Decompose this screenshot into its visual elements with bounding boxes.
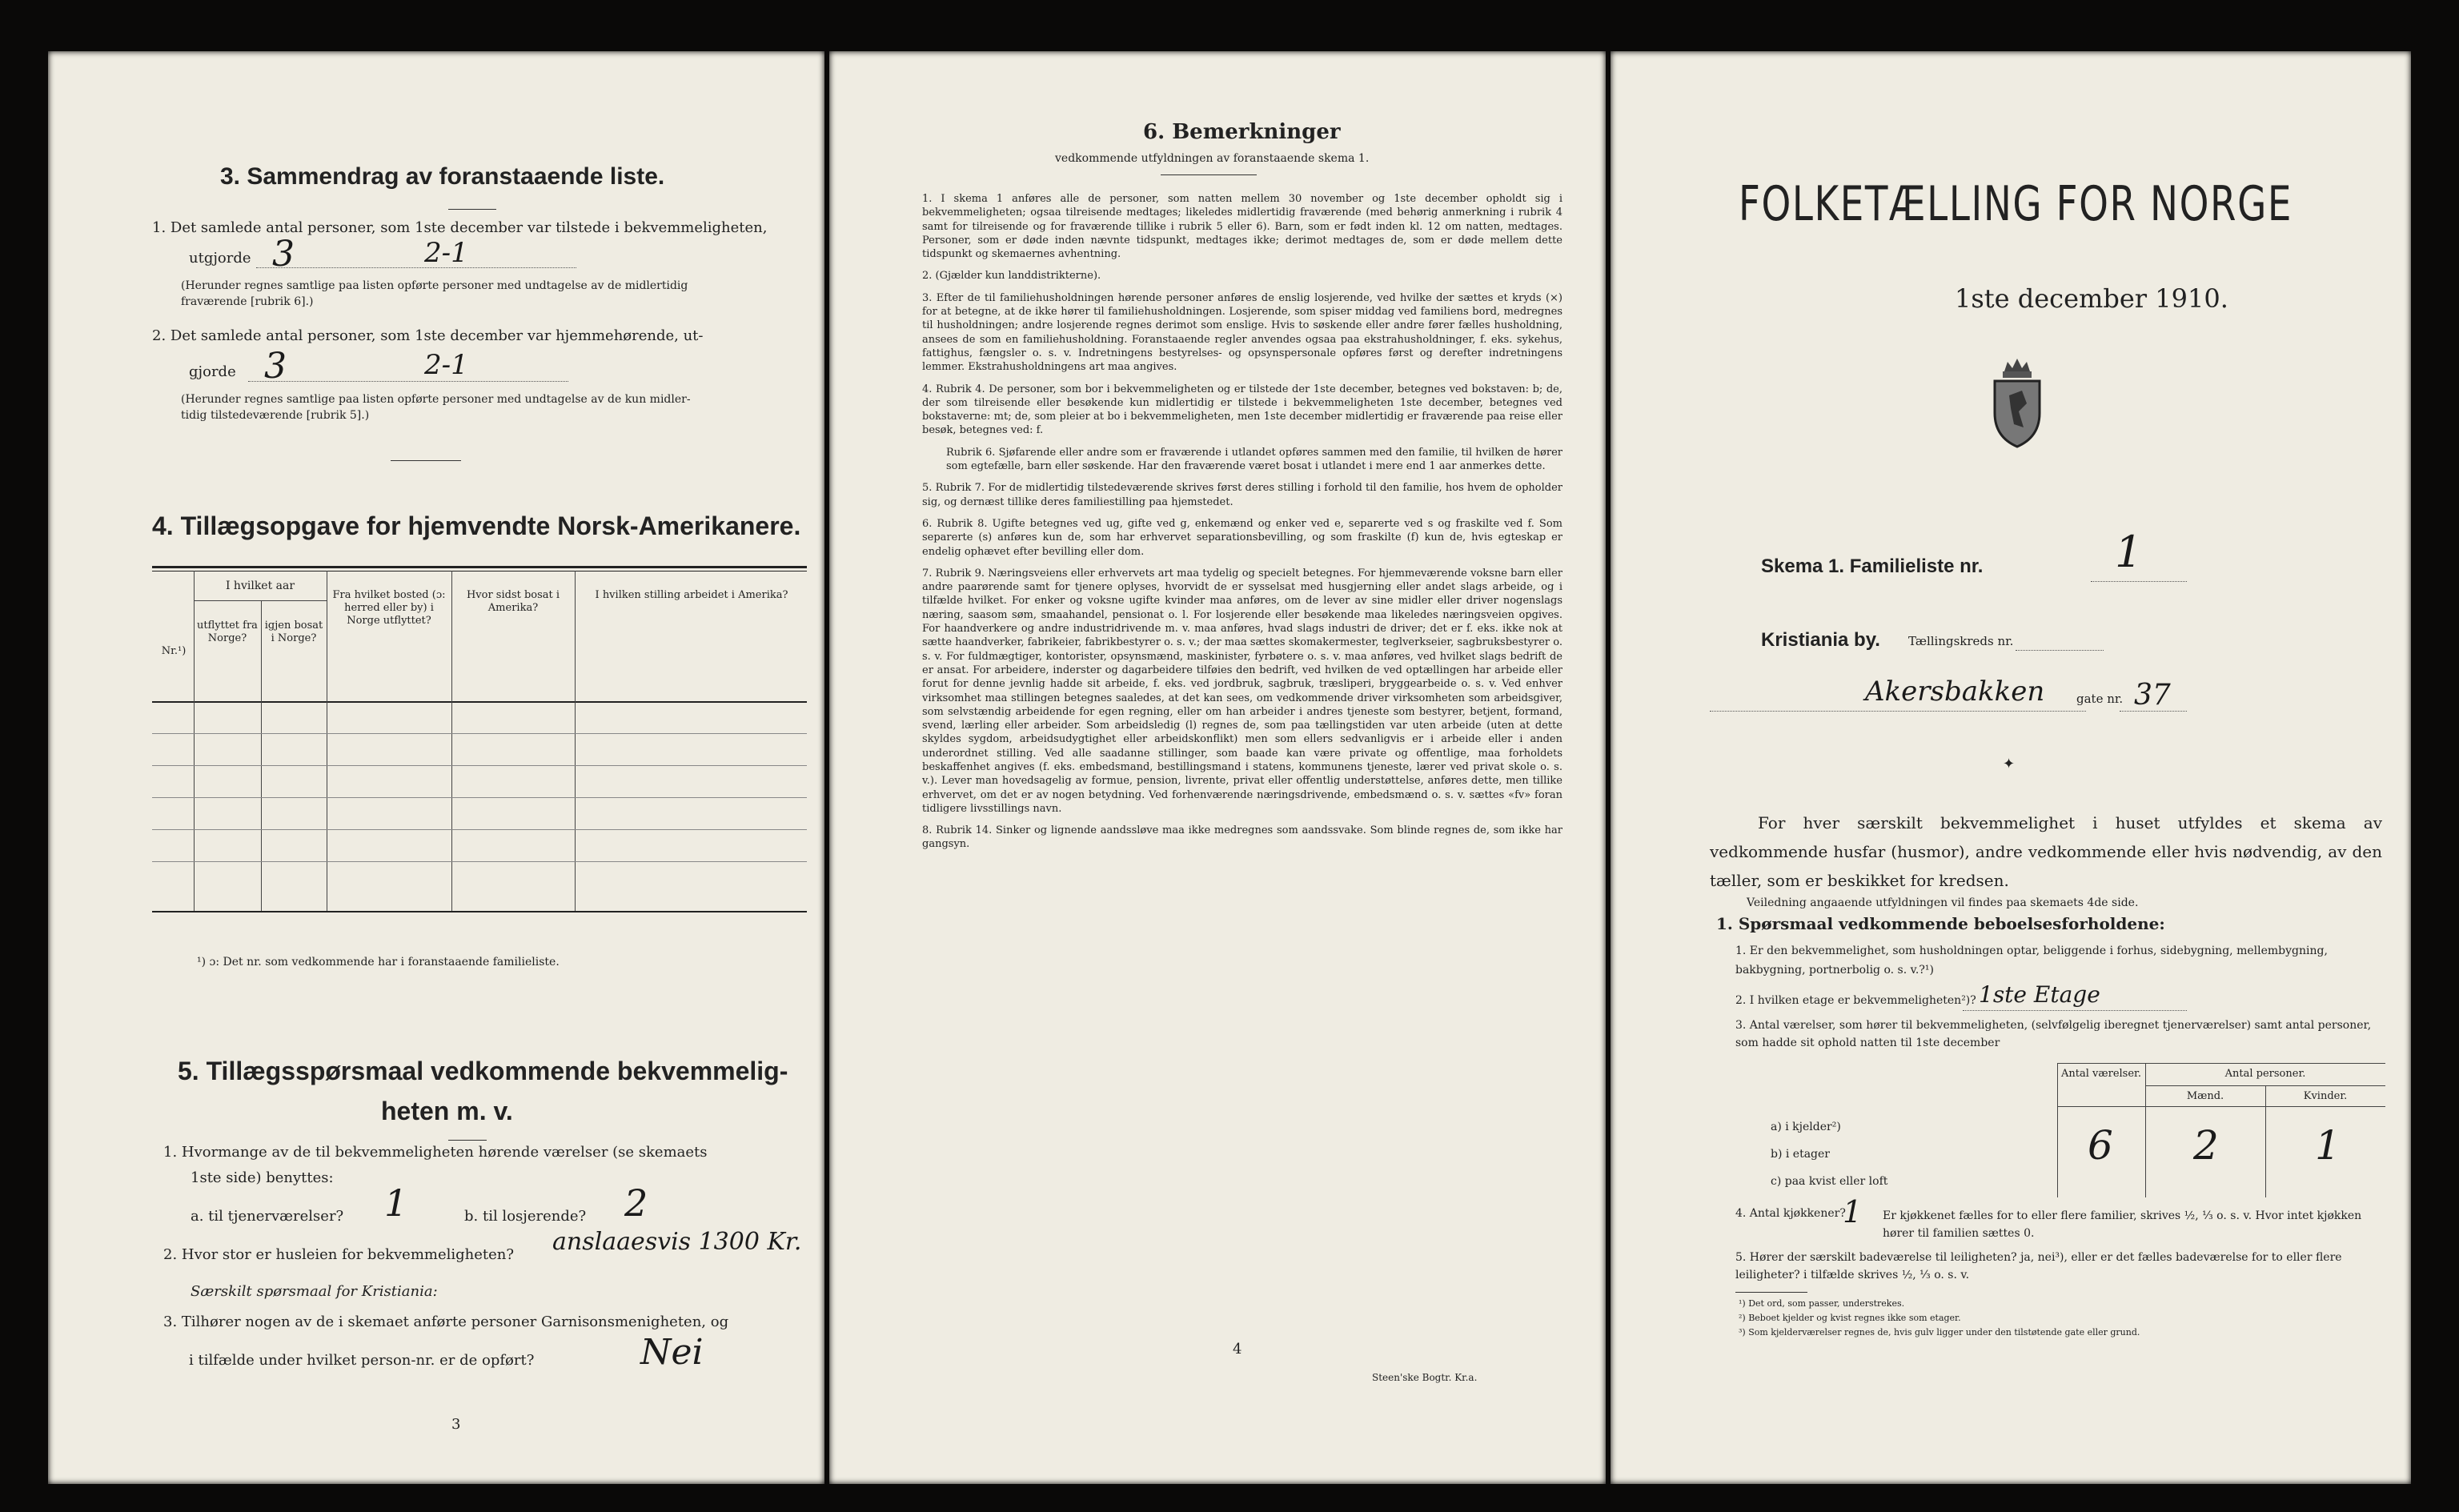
val-women: 1 [2315, 1122, 2341, 1169]
printer-mark: Steen'ske Bogtr. Kr.a. [1372, 1372, 1478, 1383]
schema-value: 1 [2115, 527, 2143, 577]
s5-q3-b: i tilfælde under hvilket person-nr. er de opført? [189, 1352, 535, 1369]
schema-label: Skema 1. Familieliste nr. [1761, 555, 1984, 577]
q5: 5. Hører der særskilt badeværelse til leiligheten? ja, nei³), eller er det fælles badeværelse for to eller flere leiligheter? i tilfælde skrives ½, ⅓ o. s. v. [1735, 1251, 2342, 1281]
th-persons: Antal personer. [2224, 1068, 2306, 1080]
th-men: Mænd. [2186, 1090, 2224, 1102]
s3-q2-label: gjorde [189, 363, 236, 380]
s3-q1-label: utgjorde [189, 250, 251, 267]
q3: 3. Antal værelser, som hører til bekvemmeligheten, (selvfølgelig iberegnet tjenerværelser) samt antal personer, som hadde sit ophold natten til 1ste december [1735, 1019, 2372, 1049]
section5-title-1: 5. Tillægsspørsmaal vedkommende bekvemmelig- [178, 1057, 788, 1085]
remarks-list [922, 192, 1562, 852]
coat-of-arms-icon [1987, 355, 2048, 448]
th-nr: Nr.¹) [161, 645, 187, 657]
s3-q1-value2: 2-1 [424, 237, 468, 269]
s3-q2-value2: 2-1 [424, 349, 468, 381]
remark-4b: Rubrik 6. Sjøfarende eller andre som er fraværende i utlandet opføres sammen med den familie, til hvilken de hører som egtefælle, barn eller søskende. Har den fraværende været bosat i utlandet i mere end 1 aar anmerkes dette. [946, 446, 1562, 473]
remark-7: 7. Rubrik 9. Næringsveiens eller erhvervets art maa tydelig og specielt betegnes. For hjemmeværende voksne barn eller andre paarørende samt for tjenere oplyses, hvorvidt de er sysselsat med husgjerning eller andet slags arbeide, og i tilfælde hvilket. For enker og voksne ugifte kvinder maa anføres, om de lever av sine midler eller driver nogenslags næring, saasom søm, smaahandel, pensionat o. l. For losjerende eller besøkende maa likeledes næringsveien opgives. For haandverkere og andre industridrivende m. v. maa anføres, hvad slags industri de driver; det er f. eks. ikke nok at sætte haandverker, fabrikeier, fabrikbestyrer o. s. v.; der maa sættes skomakermester, teglverkseier, sagbruksbestyrer o. s. v. For fuldmægtiger, kontorister, opsynsmænd, maskinister, fyrbøtere o. s. v. maa anføres, ved hvilket slags bedrift de er ansat. For arbeidere, inderster og dagarbeidere tilføies den bedrift, ved hvilken de ved optællingen har arbeide eller forut for denne jevnlig hadde sit arbeide, f. eks. ved jordbruk, sagbruk, træsliperi, bryggearbeide o. s. v. Ved enhver virksomhet maa stillingen betegnes saaledes, at det kan sees, om vedkommende driver virksomheten som arbeidsgiver, som selvstændig arbeidende for egen regning, eller om han arbeider i andres tjeneste som bestyrer, betjent, formand, svend, lærling eller arbeider. Som arbeidsledig (l) regnes de, som paa tællingstiden var uten arbeide (uten at dette skyldes sygdom, arbeidsudygtighet eller arbeidskonflikt) men som ellers sedvanligvis er i arbeide eller i anden underordnet stilling. Ved alle saadanne stillinger, som baade kan være private og offentlige, maa forholdets beskaffenhet angives (f. eks. embedsmand, bestillingsmand i statens, kommunens tjeneste, lærer ved privat skole o. s. v.). Lever man hovedsagelig av formue, pension, livrente, privat eller offentlig understøttelse, anføres dette, men tillike erhvervet, om det er av nogen betydning. Ved forhenværende næringsdrivende, embedsmænd o. s. v. sættes «fv» foran tidligere livsstillings navn. [922, 567, 1562, 815]
q2-value: 1ste Etage [1979, 981, 2100, 1008]
th-rooms: Antal værelser. [2061, 1068, 2141, 1080]
page-middle [829, 51, 1606, 1484]
q4-value: 1 [1843, 1194, 1863, 1229]
section3-title: 3. Sammendrag av foranstaaende liste. [220, 163, 665, 190]
remarks-subtitle: vedkommende utfyldningen av foranstaaende skema 1. [1055, 152, 1370, 165]
intro-note: Veiledning angaaende utfyldningen vil findes paa skemaets 4de side. [1747, 896, 2139, 909]
s3-q1-value: 3 [272, 234, 295, 275]
s5-q3: 3. Tilhører nogen av de i skemaet anførte personer Garnisonsmenigheten, og [163, 1313, 729, 1330]
s3-q1-note: (Herunder regnes samtlige paa listen opførte personer med undtagelse av de midlertidig fraværende [rubrik 6].) [181, 279, 688, 308]
s3-q2-value: 3 [264, 346, 287, 387]
page-right [1611, 51, 2411, 1484]
s5-q1-lodgers: b. til losjerende? [464, 1208, 587, 1225]
q2: 2. I hvilken etage er bekvemmeligheten²)? [1735, 994, 1976, 1007]
page-left [48, 51, 824, 1484]
ornament-icon: ✦ [2003, 756, 2016, 772]
remark-5: 5. Rubrik 7. For de midlertidig tilstedeværende skrives først deres stilling i forhold til den familie, hos hvem de opholder sig, og dernæst tillike deres familiestilling paa hjemstedet. [922, 482, 1562, 508]
census-title: FOLKETÆLLING FOR NORGE [1739, 176, 2293, 232]
census-date: 1ste december 1910. [1955, 283, 2228, 314]
q4-rest: Er kjøkkenet fælles for to eller flere familier, skrives ½, ⅓ o. s. v. Hvor intet kjøkken hører til familien sættes 0. [1883, 1209, 2362, 1240]
footnote-1: ¹) Det ord, som passer, understrekes. [1739, 1298, 1905, 1309]
s5-q1-servants: a. til tjenerværelser? [191, 1208, 344, 1225]
street-suffix: gate nr. [2076, 692, 2124, 706]
row-attic: c) paa kvist eller loft [1771, 1175, 1888, 1188]
remarks-title: 6. Bemerkninger [1143, 120, 1341, 144]
s3-q2: 2. Det samlede antal personer, som 1ste december var hjemmehørende, ut- [152, 327, 704, 344]
s5-q2: 2. Hvor stor er husleien for bekvemmeligheten? [163, 1246, 515, 1263]
s5-special: Særskilt spørsmaal for Kristiania: [191, 1283, 438, 1300]
q-title: 1. Spørsmaal vedkommende beboelsesforholdene: [1716, 914, 2165, 933]
s5-q1-lodgers-value: 2 [624, 1181, 648, 1225]
remark-1: 1. I skema 1 anføres alle de personer, som natten mellem 30 november og 1ste december opholdt sig i bekvemmeligheten; ogsaa tilreisende medtages; likeledes midlertidig fraværende (med behørig anmerkning i rubrik 4 samt for tilreisende og for fraværende tillike i rubrik 5 eller 6). Barn, som er født inden kl. 12 om natten, medtages. Personer, som er døde inden nævnte tidspunkt, medtages ikke; derimot medtages de, som er døde mellem dette tidspunkt og skemaernes avhentning. [922, 193, 1562, 261]
intro-text: For hver særskilt bekvemmelighet i huset utfyldes et skema av vedkommende husfar (husmor), andre vedkommende eller hvis nødvendig, av den tæller, som er beskikket for kredsen. [1710, 813, 2382, 890]
s5-q1: 1. Hvormange av de til bekvemmeligheten hørende værelser (se skemaets [163, 1144, 708, 1161]
val-men: 2 [2193, 1122, 2219, 1169]
q1: 1. Er den bekvemmelighet, som husholdningen optar, beliggende i forhus, sidebygning, mellembygning, bakbygning, portnerbolig o. s. v.?¹) [1735, 944, 2328, 977]
remark-8: 8. Rubrik 14. Sinker og lignende aandssløve maa ikke medregnes som aandssvake. Som blinde regnes de, som ikke har gangsyn. [922, 824, 1562, 851]
street-number: 37 [2134, 679, 2171, 712]
s5-q1-b: 1ste side) benyttes: [191, 1169, 334, 1186]
remark-4: 4. Rubrik 4. De personer, som bor i bekvemmeligheten og er tilstede der 1ste december, betegnes ved bokstaven: b; de, der som tilreisende eller besøkende kun midlertidig er tilstede i bekvemmeligheten 1ste december, betegnes ved bokstaverne: mt; de, som pleier at bo i bekvemmeligheten, men 1ste december midlertidig er fraværende paa reise eller besøk, betegnes ved: f. [922, 383, 1562, 437]
page-number-3: 3 [451, 1416, 461, 1433]
remark-6: 6. Rubrik 8. Ugifte betegnes ved ug, gifte ved g, enkemænd og enker ved e, separerte ved s og fraskilte ved f. Som separerte (s) anføres kun de, som har erhvervet separationsbevilling, og som fraskilte (f) kun de, hvis egteskap er endelig ophævet efter bevilling eller dom. [922, 517, 1562, 558]
footnote-3: ³) Som kjelderværelser regnes de, hvis gulv ligger under den tilstøtende gate eller grund. [1739, 1327, 2140, 1338]
th-b: igjen bosat i Norge? [264, 620, 323, 644]
s4-footnote: ¹) ɔ: Det nr. som vedkommende har i foranstaaende familieliste. [197, 956, 560, 969]
s3-q1: 1. Det samlede antal personer, som 1ste december var tilstede i bekvemmeligheten, [152, 219, 768, 236]
s3-q2-note: (Herunder regnes samtlige paa listen opførte personer med undtagelse av de kun midler- tidig tilstedeværende [rubrik 5].) [181, 393, 691, 422]
s5-q1-servants-value: 1 [384, 1181, 408, 1225]
district-label: Tællingskreds nr. [1908, 634, 2014, 648]
th-women: Kvinder. [2303, 1090, 2348, 1102]
city-label: Kristiania by. [1761, 629, 1880, 651]
th-d: Hvor sidst bosat i Amerika? [466, 589, 560, 614]
s5-q3-value: Nei [640, 1332, 704, 1373]
val-rooms: 6 [2088, 1122, 2113, 1169]
row-cellar: a) i kjelder²) [1771, 1121, 1841, 1133]
th-a: utflyttet fra Norge? [197, 620, 258, 644]
th-e: I hvilken stilling arbeidet i Amerika? [595, 589, 788, 601]
th-group: I hvilket aar [225, 580, 295, 592]
section4-title: 4. Tillægsopgave for hjemvendte Norsk-Amerikanere. [152, 511, 801, 540]
section5-title-2: heten m. v. [381, 1097, 513, 1125]
q4: 4. Antal kjøkkener? [1735, 1207, 1846, 1220]
s5-q2-value: anslaaesvis 1300 Kr. [552, 1228, 802, 1256]
th-c: Fra hvilket bosted (ɔ: herred eller by) i Norge utflyttet? [332, 589, 446, 627]
remark-3: 3. Efter de til familiehusholdningen hørende personer anføres de enslig losjerende, ved hvilke der sættes et kryds (×) for at betegne, at de ikke hører til familiehusholdningen. Losjerende, som spiser middag ved familiens bord, medregnes til husholdningen; andre losjerende regnes derimot som enslige. Hvis to søskende eller andre fører fælles husholdning, ansees de som en familiehusholdning. Foranstaaende regler anvendes ogsaa paa ekstrahusholdninger, f. eks. sykehus, fattighus, fængsler o. s. v. Indretningens bestyrelses- og opsynspersonale opføres først og derefter indretningens lemmer. Ekstrahusholdningens art maa angives. [922, 291, 1562, 374]
row-floors: b) i etager [1771, 1148, 1830, 1161]
street-value: Akersbakken [1865, 676, 2045, 708]
footnote-2: ²) Beboet kjelder og kvist regnes ikke som etager. [1739, 1313, 1961, 1323]
remark-2: 2. (Gjælder kun landdistrikterne). [922, 270, 1101, 283]
page-number-4: 4 [1233, 1341, 1242, 1358]
footnotes [1739, 1297, 2140, 1340]
